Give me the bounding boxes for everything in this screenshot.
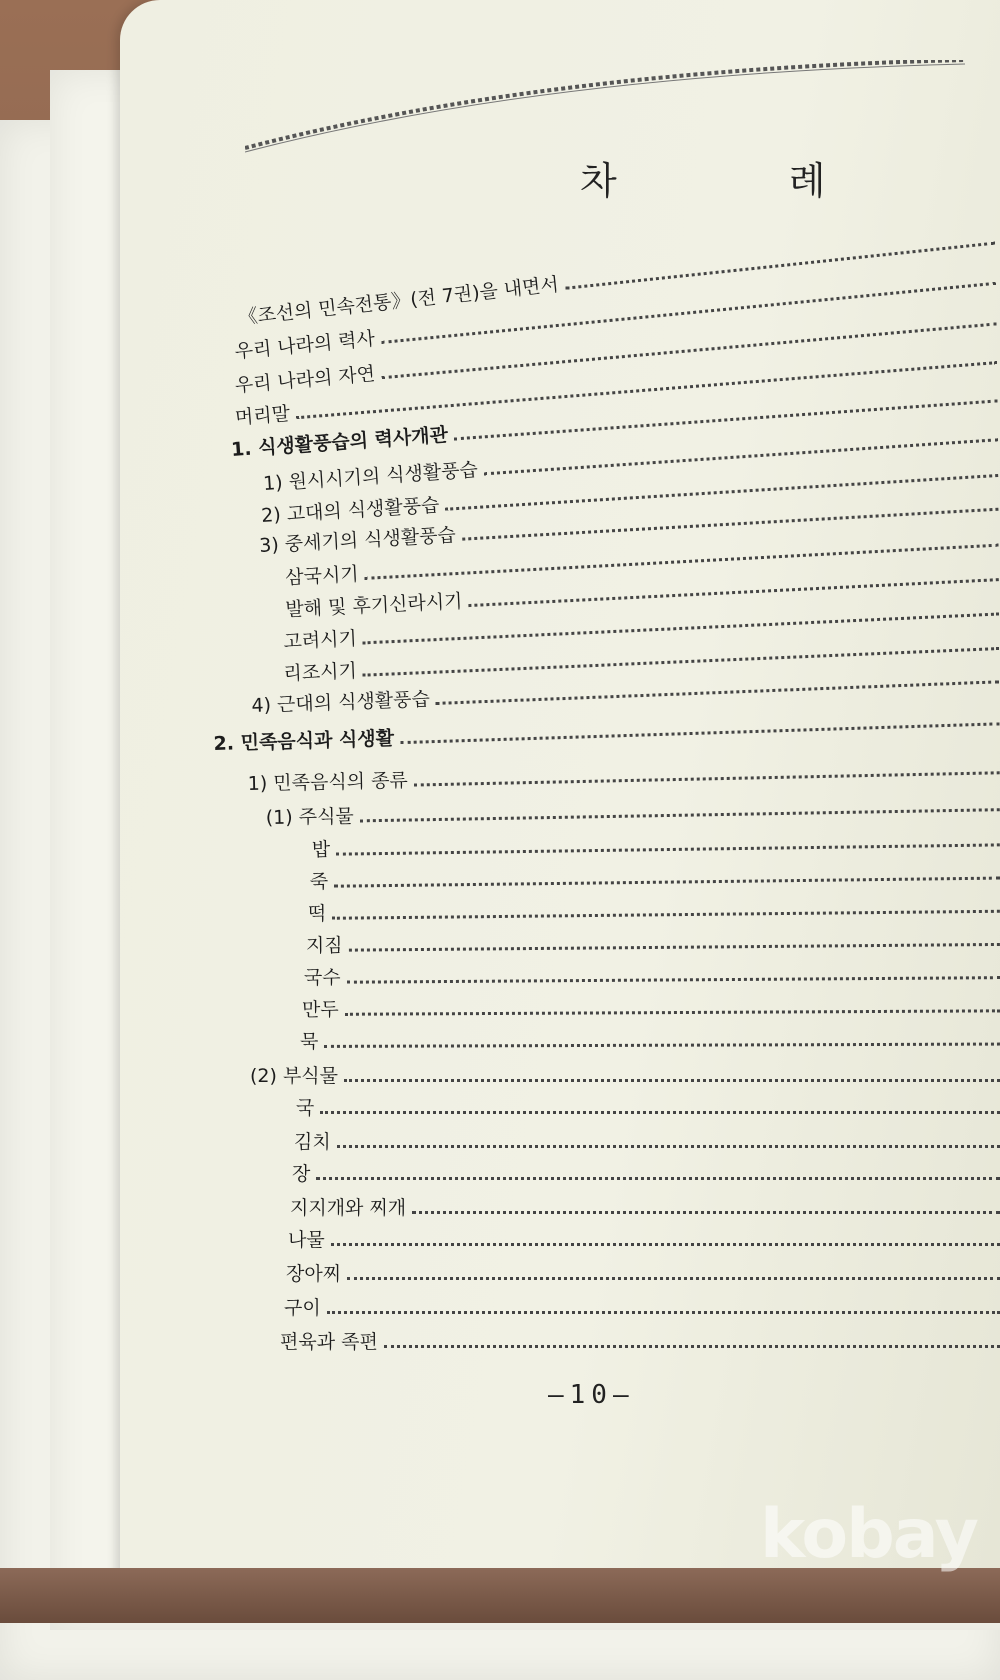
watermark: kobay — [760, 1495, 977, 1574]
toc-entry-label: 머리말 — [234, 402, 291, 430]
toc-entry-label: 1. 식생활풍습의 력사개관 — [230, 423, 449, 462]
toc-entry-label: 김치 — [294, 1131, 331, 1153]
leader-dots — [336, 843, 1000, 855]
toc-entry-label: 삼국시기 — [284, 563, 360, 590]
toc-entry-label: 우리 나라의 자연 — [233, 362, 376, 398]
leader-dots — [337, 1145, 1000, 1148]
leader-dots — [400, 722, 999, 744]
leader-dots — [347, 976, 1000, 984]
toc-entry — [290, 1190, 1000, 1220]
leader-dots — [331, 1243, 1000, 1246]
toc-entry — [286, 1256, 1000, 1286]
toc-entry — [250, 1058, 1000, 1088]
toc-entry-label: 발해 및 후기신라시기 — [284, 590, 464, 622]
page-number: —10— — [548, 1380, 635, 1410]
toc-entry — [292, 1156, 1000, 1186]
leader-dots — [436, 680, 999, 705]
toc-entry — [304, 955, 1000, 990]
toc-entry — [302, 988, 1000, 1022]
toc-entry — [294, 1124, 1000, 1154]
toc-entry-label: 고려시기 — [282, 627, 358, 654]
toc-entry-label: 장아찌 — [286, 1263, 342, 1285]
toc-entry-label: 3) 중세기의 식생활풍습 — [258, 524, 457, 558]
leader-dots — [327, 1311, 1000, 1314]
toc-entry-label: 장 — [292, 1163, 311, 1185]
toc-entry — [300, 1022, 1000, 1054]
toc-entry-label: 지짐 — [305, 934, 343, 958]
leader-dots — [414, 771, 1000, 786]
toc-entry-label: 떡 — [307, 902, 327, 926]
toc-entry — [280, 1324, 1000, 1354]
toc-entry — [308, 889, 1000, 926]
toc-entry-label: 묵 — [299, 1030, 319, 1053]
toc-entry — [296, 1090, 1000, 1120]
toc-entry-label: 2. 민족음식과 식생활 — [213, 727, 395, 756]
leader-dots — [360, 808, 1000, 822]
toc-entry-label: 우리 나라의 력사 — [233, 327, 376, 364]
toc-entry-label: 만두 — [301, 998, 339, 1021]
toc-entry-label: 1) 민족음식의 종류 — [247, 769, 409, 796]
page-title: 차 례 — [580, 159, 906, 203]
toc-entry-label: 리조시기 — [283, 659, 358, 686]
leader-dots — [384, 1345, 1000, 1348]
toc-entry — [288, 1222, 1000, 1252]
toc-entry-label: 《조선의 민속전통》(전 7권)을 내면서 — [237, 273, 560, 330]
leader-dots — [347, 1277, 1000, 1280]
leader-dots — [320, 1111, 1000, 1114]
leader-dots — [349, 943, 1000, 952]
toc-entry-label: 2) 고대의 식생활풍습 — [260, 494, 441, 528]
leader-dots — [345, 1009, 1000, 1015]
toc-entry-label: 지지개와 찌개 — [290, 1197, 407, 1219]
leader-dots — [324, 1043, 1000, 1048]
toc-entry-label: 국수 — [303, 966, 341, 989]
toc-entry-label: 국 — [296, 1097, 315, 1119]
toc-entry — [306, 922, 1000, 958]
toc-entry-label: 밥 — [311, 838, 331, 862]
toc-entry-label: 편육과 족편 — [280, 1331, 378, 1353]
toc-entry-label: 1) 원시시기의 식생활풍습 — [262, 458, 479, 496]
toc-entry-label: (1) 주식물 — [265, 805, 354, 830]
toc-entry — [310, 856, 1000, 894]
toc-entry-label: 4) 근대의 식생활풍습 — [251, 688, 431, 718]
leader-dots — [334, 877, 1000, 888]
leader-dots — [332, 910, 1000, 920]
toc-entry-label: 나물 — [288, 1229, 325, 1251]
toc-entry-label: (2) 부식물 — [250, 1065, 339, 1087]
toc-entry-label: 구이 — [284, 1297, 321, 1319]
leader-dots — [316, 1177, 1000, 1180]
leader-dots — [344, 1079, 1000, 1082]
toc-entry — [284, 1290, 1000, 1320]
leader-dots — [412, 1211, 1000, 1214]
toc-entry-label: 죽 — [309, 870, 329, 894]
